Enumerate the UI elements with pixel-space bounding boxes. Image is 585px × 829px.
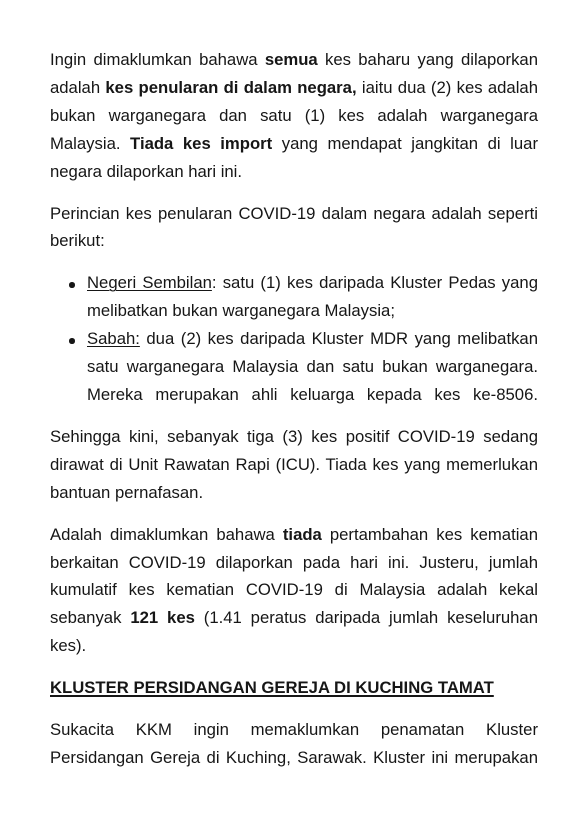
text: Perincian kes penularan COVID-19 dalam negara adalah seperti bbox=[50, 203, 538, 223]
text: Sukacita KKM ingin memaklumkan penamatan Kluster bbox=[50, 720, 538, 740]
paragraph-icu bbox=[50, 423, 538, 507]
text-line bbox=[50, 451, 538, 479]
text-line bbox=[50, 227, 538, 255]
text-line bbox=[87, 325, 538, 353]
text-line bbox=[50, 74, 538, 102]
text-line bbox=[50, 130, 538, 158]
underlined-text: Sabah: bbox=[87, 329, 140, 349]
text-line bbox=[50, 716, 538, 744]
text-line bbox=[87, 353, 538, 381]
text-line bbox=[50, 200, 538, 228]
text: iaitu dua (2) kes adalah bbox=[356, 77, 538, 97]
list-item-negeri-sembilan bbox=[50, 269, 538, 325]
text: adalah bbox=[50, 77, 106, 97]
text-line bbox=[50, 521, 538, 549]
text: Sehingga kini, sebanyak tiga (3) kes positif COVID-19 sedang bbox=[50, 426, 538, 446]
paragraph-new-cases bbox=[50, 46, 538, 186]
text-line bbox=[87, 381, 538, 409]
text: Adalah dimaklumkan bahawa bbox=[50, 524, 283, 544]
bold-text: semua bbox=[264, 50, 318, 69]
text-line bbox=[50, 744, 538, 772]
text-line bbox=[50, 46, 538, 74]
section-heading: KLUSTER PERSIDANGAN GEREJA DI KUCHING TAMAT bbox=[50, 678, 494, 698]
text: bantuan pernafasan. bbox=[50, 482, 204, 502]
underlined-text: Negeri Sembilan bbox=[87, 273, 212, 293]
list-item-sabah bbox=[50, 325, 538, 409]
text: dua (2) kes daripada Kluster MDR yang melibatkan bbox=[139, 329, 538, 349]
paragraph-details-intro bbox=[50, 200, 538, 256]
bullet-list bbox=[50, 269, 538, 409]
text: (1.41 peratus daripada jumlah keseluruhan bbox=[194, 608, 538, 628]
bold-text: 121 kes bbox=[130, 608, 195, 628]
paragraph-cluster-end bbox=[50, 716, 538, 772]
text: Persidangan Gereja di Kuching, Sarawak. Kluster ini merupakan bbox=[50, 747, 538, 767]
text: negara dilaporkan hari ini. bbox=[50, 161, 243, 181]
text: dirawat di Unit Rawatan Rapi (ICU). Tiada kes yang memerlukan bbox=[50, 454, 538, 474]
text: satu warganegara Malaysia dan satu bukan warganegara. bbox=[87, 357, 538, 377]
bold-text: tiada bbox=[282, 524, 322, 544]
text-line bbox=[50, 604, 538, 632]
text-line bbox=[50, 102, 538, 130]
text-line bbox=[50, 158, 538, 186]
text: bukan warganegara dan satu (1) kes adalah warganegara bbox=[50, 105, 538, 125]
text: yang mendapat jangkitan di luar bbox=[272, 133, 539, 153]
text: berkaitan COVID-19 dilaporkan pada hari ini. Justeru, jumlah bbox=[50, 552, 538, 572]
text-line bbox=[50, 576, 538, 604]
text: kumulatif kes kematian COVID-19 di Malaysia adalah kekal bbox=[50, 580, 538, 600]
text-line bbox=[50, 479, 538, 507]
bullet-dot-icon bbox=[69, 282, 75, 288]
text: Mereka merupakan ahli keluarga kepada kes ke-8506. bbox=[87, 384, 538, 404]
text: pertambahan kes kematian bbox=[321, 524, 538, 544]
document-body bbox=[50, 46, 538, 786]
text-line bbox=[50, 632, 538, 660]
text: sebanyak bbox=[50, 608, 131, 628]
text-line bbox=[50, 549, 538, 577]
text: Ingin dimaklumkan bahawa bbox=[50, 50, 265, 69]
bold-text: Tiada kes import bbox=[130, 133, 273, 153]
text: kes baharu yang dilaporkan bbox=[317, 50, 538, 69]
text: : satu (1) kes daripada Kluster Pedas yang bbox=[211, 273, 538, 293]
text: Malaysia. bbox=[50, 133, 131, 153]
paragraph-deaths bbox=[50, 521, 538, 661]
text: berikut: bbox=[50, 231, 105, 251]
text-line bbox=[50, 423, 538, 451]
bullet-dot-icon bbox=[69, 338, 75, 344]
bold-text: kes penularan di dalam negara, bbox=[105, 77, 357, 97]
text: melibatkan bukan warganegara Malaysia; bbox=[87, 301, 395, 321]
text: kes). bbox=[50, 636, 87, 656]
text-line bbox=[87, 297, 538, 325]
text-line bbox=[87, 269, 538, 297]
